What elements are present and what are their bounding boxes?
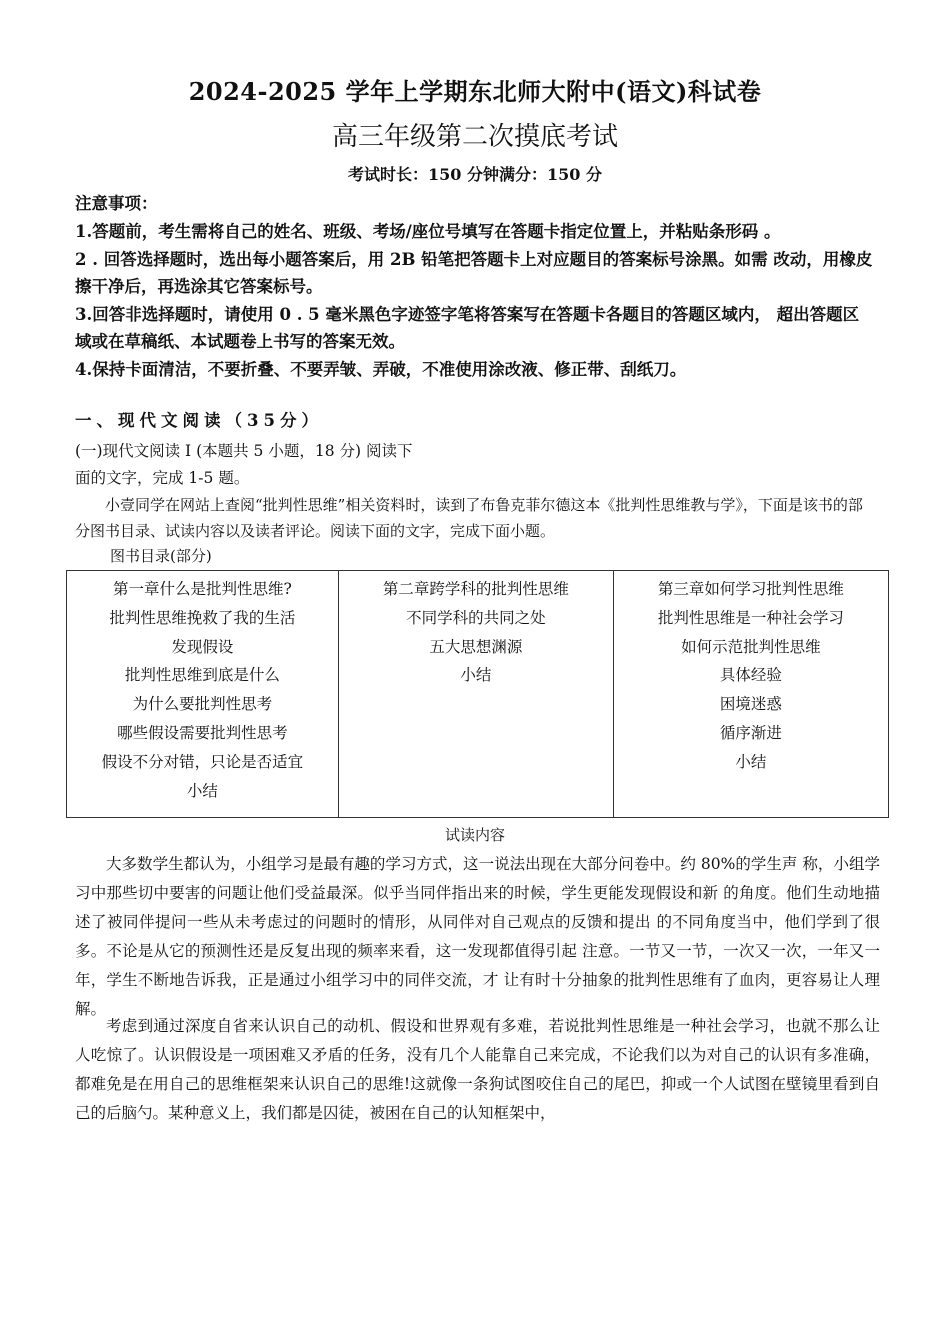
toc-entry: 五大思想渊源 <box>429 637 523 656</box>
toc-entry: 为什么要批判性思考 <box>132 695 273 714</box>
toc-entry: 哪些假设需要批判性思考 <box>117 723 288 742</box>
toc-row <box>67 571 889 818</box>
toc-entry: 第一章什么是批判性思维? <box>112 580 292 598</box>
toc-entry: 批判性思维到底是什么 <box>124 666 280 685</box>
toc-entry: 循序渐进 <box>719 723 782 742</box>
toc-entry: 如何示范批判性思维 <box>681 637 821 656</box>
toc-entry: 第二章跨学科的批判性思维 <box>382 580 569 598</box>
exam-title: 2024-2025 学年上学期东北师大附中(语文)科试卷 <box>188 77 762 106</box>
toc-column-chapter-1 <box>67 571 339 818</box>
toc-entry: 不同学科的共同之处 <box>406 608 546 627</box>
toc-entry: 小结 <box>186 781 218 800</box>
notice-item-3: 3.回答非选择题时，请使用 0 . 5 毫米黑色字迹签字笔将答案写在答题卡各题目的答题区域内， 超出答题区域或在草稿纸、本试题卷上书写的答案无效。 <box>75 305 860 351</box>
notice-item-4: 4.保持卡面清洁，不要折叠、不要弄皱、弄破，不准使用涂改液、修正带、刮纸刀。 <box>75 360 687 379</box>
toc-column-chapter-2 <box>338 571 613 818</box>
toc-entry: 批判性思维是一种社会学习 <box>657 608 844 627</box>
exam-duration-score: 考试时长：150 分钟满分：150 分 <box>348 165 602 184</box>
notice-item-2: 2 . 回答选择题时，选出每小题答案后，用 2B 铅笔把答题卡上对应题目的答案标号涂黑。如需 改动，用橡皮擦干净后，再选涂其它答案标号。 <box>75 250 873 296</box>
toc-entry: 具体经验 <box>719 666 782 685</box>
notice-item-1: 1.答题前，考生需将自己的姓名、班级、考场/座位号填写在答题卡指定位置上，并粘贴条形码 。 <box>75 222 781 241</box>
sample-paragraph-2: 考虑到通过深度自省来认识自己的动机、假设和世界观有多难，若说批判性思维是一种社会学习，也就不那么让人吃惊了。认识假设是一项困难又矛盾的任务，没有几个人能靠自己来完成，不论我们以为对自己的认识有多准确，都难免是在用自己的思维框架来认识自己的思维!这就像一条狗试图咬住自己的尾巴，抑或一个人试图在壁镜里看到自己的后脑勺。某种意义上，我们都是囚徒，被困在自己的认知框架中， <box>75 1017 880 1122</box>
toc-entry: 困境迷惑 <box>719 695 782 714</box>
toc-entry: 小结 <box>460 666 492 685</box>
notice-block <box>75 190 875 383</box>
notice-heading: 注意事项： <box>75 194 158 213</box>
sample-paragraph-1: 大多数学生都认为，小组学习是最有趣的学习方式，这一说法出现在大部分问卷中。约 80%的学生声 称，小组学习中那些切中要害的问题让他们受益最深。似乎当同伴指出来的时候，学生更能发现假设和新 的角度。他们生动地描述了被同伴提问一些从未考虑过的问题时的情形，从同伴对自己观点的反馈和提出 的不同角度当中，他们学到了很多。不论是从它的预测性还是反复出现的频率来看，这一发现都值得引起 注意。一节又一节，一次又一次，一年又一年，学生不断地告诉我，正是通过小组学习中的同伴交流，才 让有时十分抽象的批判性思维有了血肉，更容易让人理解。 <box>75 855 880 1018</box>
toc-entry: 假设不分对错，只论是否适宜 <box>101 752 304 771</box>
toc-label: 图书目录(部分) <box>110 547 212 565</box>
toc-column-chapter-3 <box>613 571 888 818</box>
toc-entry: 发现假设 <box>171 637 234 656</box>
toc-entry: 第三章如何学习批判性思维 <box>657 580 844 598</box>
exam-subtitle: 高三年级第二次摸底考试 <box>331 122 618 152</box>
reading-subheading: (一)现代文阅读 I (本题共 5 小题，18 分) 阅读下面的文字，完成 1-5 题。 <box>75 442 413 487</box>
toc-entry: 小结 <box>735 752 767 771</box>
toc-table <box>66 570 889 818</box>
toc-entry: 批判性思维挽救了我的生活 <box>109 608 296 627</box>
reading-intro: 小壹同学在网站上查阅“批判性思维”相关资料时，读到了布鲁克菲尔德这本《批判性思维教与学》，下面是该书的部分图书目录、试读内容以及读者评论。阅读下面的文字，完成下面小题。 <box>75 496 863 540</box>
section-heading: 一、现代文阅读（35分） <box>75 411 323 430</box>
sample-heading: 试读内容 <box>444 826 505 844</box>
